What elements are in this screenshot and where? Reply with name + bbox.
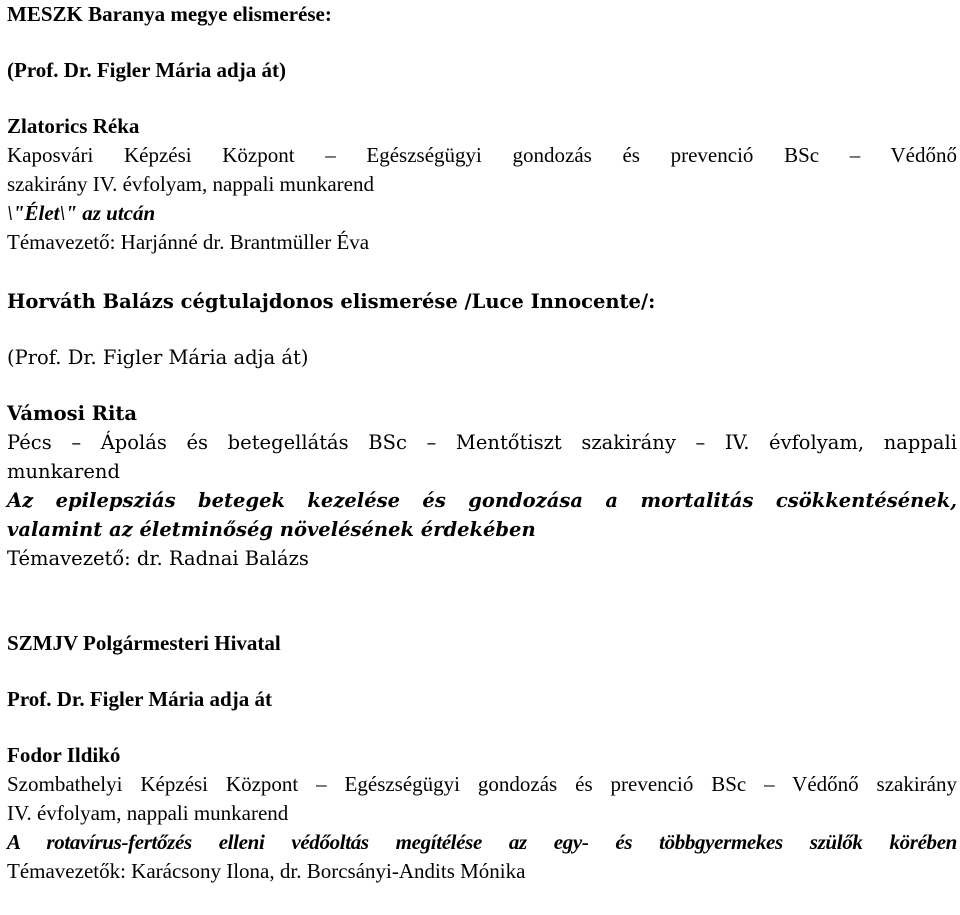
program-line: Szombathelyi Képzési Központ – Egészségügyi gondozás és prevenció BSc – Védőnő szakirány <box>7 772 957 796</box>
recipient-name: Zlatorics Réka <box>7 114 140 138</box>
recipient-name: Fodor Ildikó <box>7 743 121 767</box>
presenter-line: Prof. Dr. Figler Mária adja át <box>7 687 272 711</box>
supervisor-line: Témavezető: dr. Radnai Balázs <box>7 547 309 570</box>
supervisor-line: Témavezetők: Karácsony Ilona, dr. Borcsányi-Andits Mónika <box>7 859 526 883</box>
section-heading: Horváth Balázs cégtulajdonos elismerése /Luce Innocente/: <box>7 290 656 313</box>
program-line: Pécs – Ápolás és betegellátás BSc – Mentőtiszt szakirány – IV. évfolyam, nappali <box>7 431 957 454</box>
supervisor-line: Témavezető: Harjánné dr. Brantmüller Éva <box>7 230 370 254</box>
thesis-title: Az epilepsziás betegek kezelése és gondozása a mortalitás csökkentésének, <box>7 489 957 512</box>
document-page <box>7 0 957 886</box>
thesis-title-continued: valamint az életminőség növelésének érdekében <box>7 518 536 541</box>
section-heading: SZMJV Polgármesteri Hivatal <box>7 631 281 655</box>
program-line-continued: munkarend <box>7 460 120 483</box>
thesis-title: A rotavírus-fertőzés elleni védőoltás megítélése az egy- és többgyermekes szülők körében <box>7 830 957 854</box>
award-section-szmjv <box>7 629 957 886</box>
program-line-continued: szakirány IV. évfolyam, nappali munkarend <box>7 172 374 196</box>
program-line-continued: IV. évfolyam, nappali munkarend <box>7 801 289 825</box>
section-heading: MESZK Baranya megye elismerése: <box>7 2 332 26</box>
program-line: Kaposvári Képzési Központ – Egészségügyi gondozás és prevenció BSc – Védőnő <box>7 143 957 167</box>
presenter-line: (Prof. Dr. Figler Mária adja át) <box>7 346 309 369</box>
recipient-name: Vámosi Rita <box>7 402 138 425</box>
award-section-meszk <box>7 0 957 257</box>
presenter-line: (Prof. Dr. Figler Mária adja át) <box>7 58 286 82</box>
thesis-title: \"Élet\" az utcán <box>7 201 156 225</box>
award-section-luce-innocente <box>7 287 957 573</box>
